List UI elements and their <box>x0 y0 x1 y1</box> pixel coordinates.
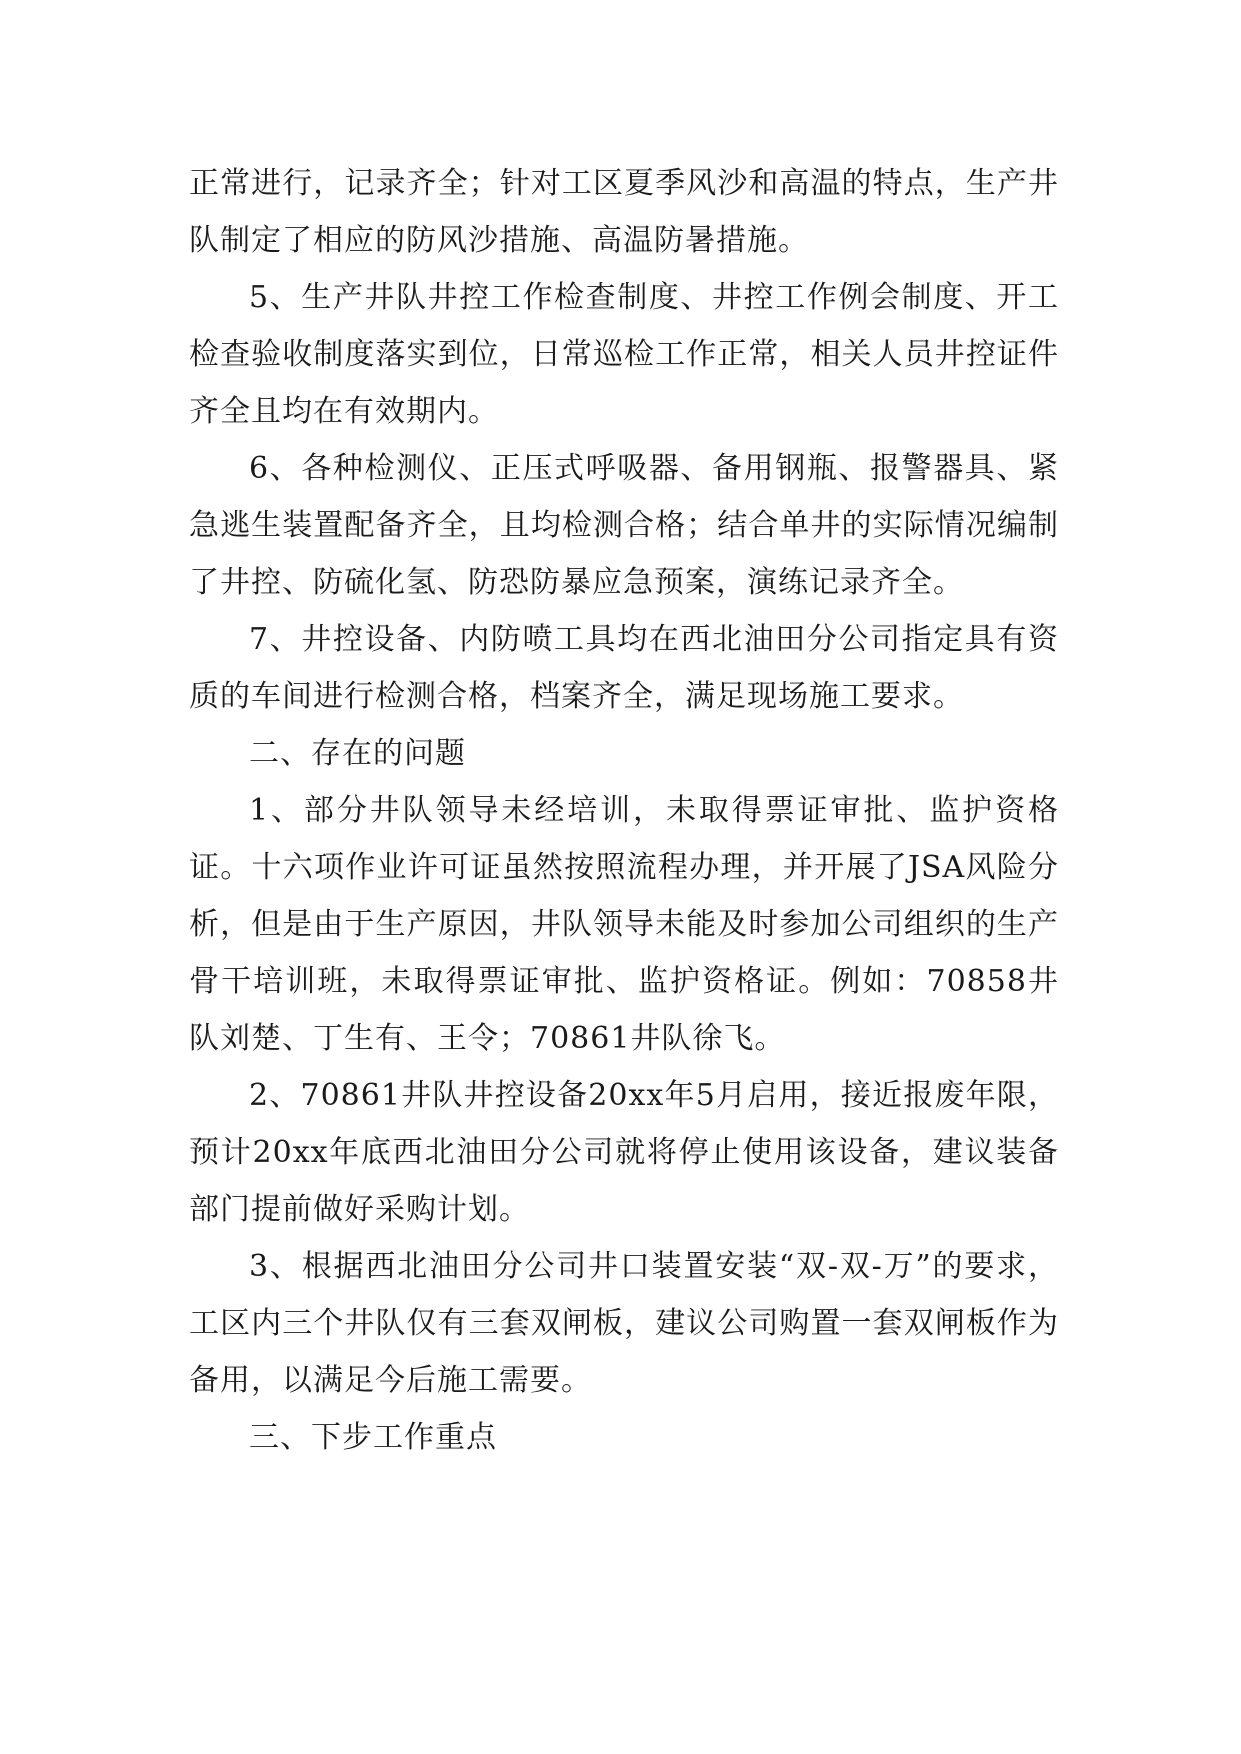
paragraph-item-5: 5、生产井队井控工作检查制度、井控工作例会制度、开工检查验收制度落实到位，日常巡检工作正常，相关人员井控证件齐全且均在有效期内。 <box>189 280 1059 429</box>
paragraph-problem-2: 2、70861井队井控设备20xx年5月启用，接近报废年限，预计20xx年底西北油田分公司就将停止使用该设备，建议装备部门提前做好采购计划。 <box>189 1078 1059 1227</box>
paragraph-item-7: 7、井控设备、内防喷工具均在西北油田分公司指定具有资质的车间进行检测合格，档案齐全，满足现场施工要求。 <box>189 622 1059 714</box>
paragraph-problem-3: 3、根据西北油田分公司井口装置安装“双-双-万”的要求，工区内三个井队仅有三套双闸板，建议公司购置一套双闸板作为备用，以满足今后施工需要。 <box>189 1249 1059 1398</box>
section-heading-problems: 二、存在的问题 <box>249 736 466 771</box>
paragraph-item-6: 6、各种检测仪、正压式呼吸器、备用钢瓶、报警器具、紧急逃生装置配备齐全，且均检测合格；结合单井的实际情况编制了井控、防硫化氢、防恐防暴应急预案，演练记录齐全。 <box>189 451 1059 600</box>
document-body <box>189 155 1059 1466</box>
paragraph-continuation: 正常进行，记录齐全；针对工区夏季风沙和高温的特点，生产井队制定了相应的防风沙措施、高温防暑措施。 <box>189 166 1059 258</box>
section-heading-next-steps: 三、下步工作重点 <box>249 1420 497 1455</box>
paragraph-problem-1: 1、部分井队领导未经培训，未取得票证审批、监护资格证。十六项作业许可证虽然按照流程办理，并开展了JSA风险分析，但是由于生产原因，井队领导未能及时参加公司组织的生产骨干培训班，未取得票证审批、监护资格证。例如：70858井队刘楚、丁生有、王令；70861井队徐飞。 <box>189 793 1059 1056</box>
